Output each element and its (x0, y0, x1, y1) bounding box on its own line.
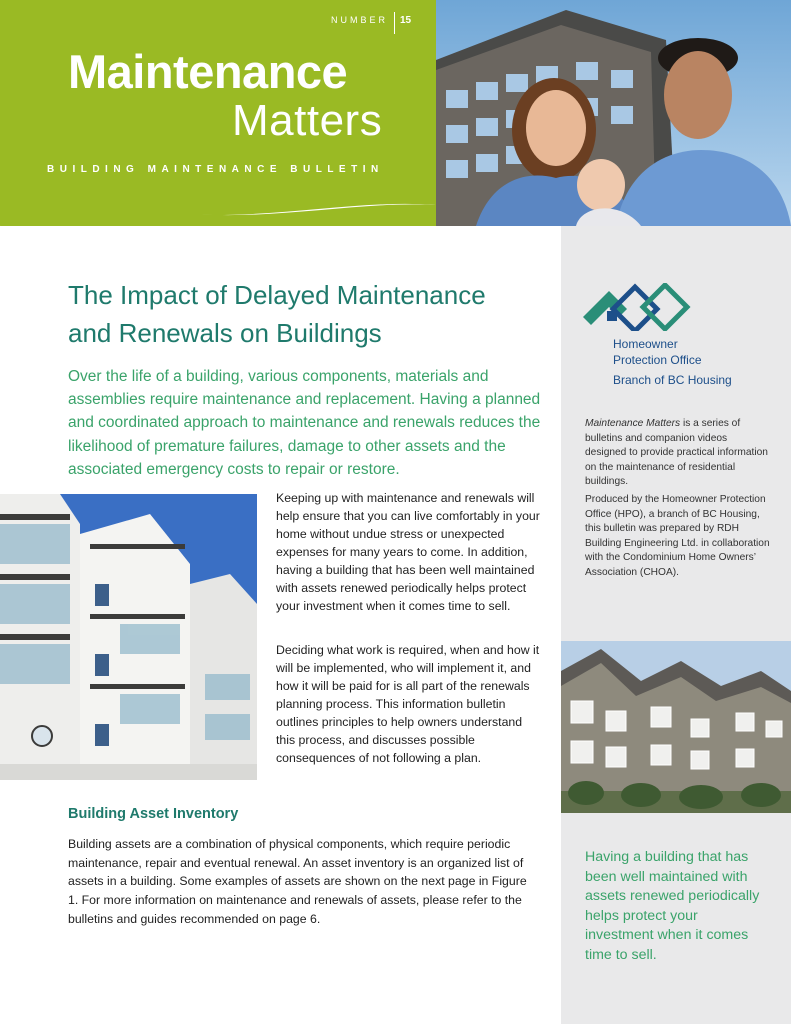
pull-quote: Having a building that has been well maintained with assets renewed periodically helps protect your investment when it comes time to sell. (585, 849, 760, 963)
body-paragraph-2: Deciding what work is required, when and how it will be implemented, who will implement it, and how it will be paid for is all part of the renewals planning process. This information bulletin outlines principles to help owners understand this process, and discusses possible consequences of not following a plan. (276, 643, 540, 765)
article-title-line1: The Impact of Delayed Maintenance (68, 280, 486, 310)
body-paragraph-1: Keeping up with maintenance and renewals will help ensure that you can live comfortably in your home without undue stress or unexpected expenses for many years to come. In addition, having a building that has been well maintained with assets renewed periodically helps protect your investment when it comes time to sell. (276, 491, 540, 613)
series-title: Maintenance Matters (585, 418, 681, 429)
hpo-logo-icon (583, 283, 693, 331)
logo-name-line2: Protection Office (613, 353, 702, 367)
produced-by-text: Produced by the Homeowner Protection Office (HPO), a branch of BC Housing, this bulletin was prepared by RDH Building Engineering Ltd. in collaboration with the Condominium Home Owners’ Association (CHOA). (585, 494, 770, 578)
apartment-building-photo (0, 494, 257, 780)
masthead-title: Maintenance (68, 45, 348, 98)
masthead-subtitle: Matters (232, 96, 383, 145)
issue-number: 15 (400, 15, 412, 26)
article-title-line2: and Renewals on Buildings (68, 318, 382, 348)
issue-label: NUMBER (331, 15, 389, 25)
family-photo (436, 0, 791, 226)
article-title (68, 276, 548, 352)
section-heading: Building Asset Inventory (68, 806, 239, 822)
bulletin-label: BUILDING MAINTENANCE BULLETIN (47, 164, 384, 175)
logo-branch: Branch of BC Housing (613, 373, 732, 387)
issue-divider (394, 12, 395, 34)
section-paragraph: Building assets are a combination of physical components, which require periodic maintenance, repair and eventual renewal. An asset inventory is an organized list of assets in a building. Some examples of assets are shown on the next page in Figure 1. For more information on maintenance and renewals of assets, please refer to the bulletins and guides recommended on page 6. (68, 837, 527, 926)
townhouse-photo (561, 641, 791, 813)
series-description (585, 417, 770, 490)
logo-name-line1: Homeowner (613, 337, 678, 351)
series-text: is a series of bulletins and companion videos designed to provide practical information on the maintenance of residential buildings. (585, 418, 768, 487)
intro-paragraph: Over the life of a building, various components, materials and assemblies require maintenance and replacement. Having a planned and coordinated approach to maintenance and renewals reduces the likelihood of premature failures, damage to other assets and the associated emergency costs to repair or restore. (68, 368, 541, 478)
